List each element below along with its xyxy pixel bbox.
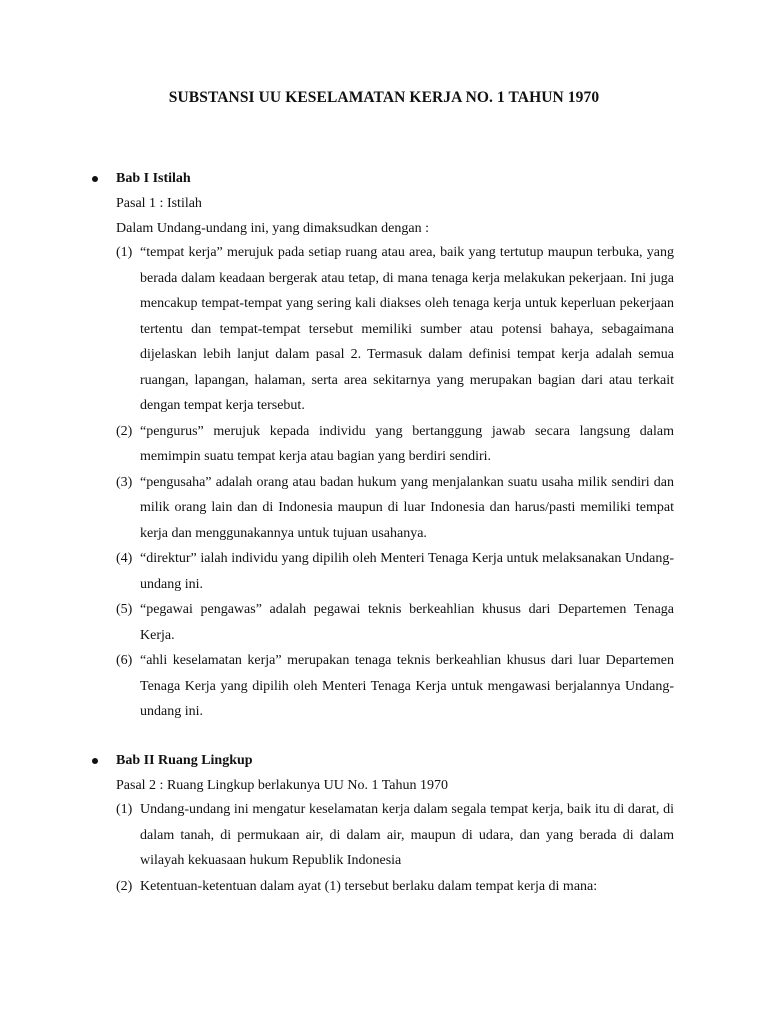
item-number: (1) [116, 802, 133, 817]
list-item [116, 797, 674, 874]
item-number: (6) [116, 653, 133, 668]
bullet-icon [92, 758, 98, 764]
item-text: “direktur” ialah individu yang dipilih oleh Menteri Tenaga Kerja untuk melaksanakan Undang-undang ini. [140, 551, 674, 592]
list-item [116, 470, 674, 547]
item-number: (3) [116, 474, 133, 490]
item-number: (1) [116, 245, 133, 260]
list-item [116, 419, 674, 470]
list-item [116, 240, 674, 419]
item-text: Ketentuan-ketentuan dalam ayat (1) tersebut berlaku dalam tempat kerja di mana: [140, 878, 598, 894]
list-item [116, 874, 674, 900]
item-text: “tempat kerja” merujuk pada setiap ruang atau area, baik yang tertutup maupun terbuka, yang berada dalam keadaan bergerak atau tetap, di mana tenaga kerja melakukan pekerjaan. Ini juga mencakup tempat-tempat yang sering kali diakses oleh tenaga kerja untuk keperluan pekerjaan tertentu dan tempat-tempat tersebut memiliki sumber atau potensi bahaya, sebagaimana dijelaskan lebih lanjut dalam pasal 2. Termasuk dalam definisi tempat kerja adalah semua ruangan, lapangan, halaman, serta area sekitarnya yang merupakan bagian dari atau terkait dengan tempat kerja tersebut. [140, 245, 674, 413]
list-item [116, 546, 674, 597]
document-title: SUBSTANSI UU KESELAMATAN KERJA NO. 1 TAHUN 1970 [168, 89, 600, 106]
pasal-title: Pasal 2 : Ruang Lingkup berlakunya UU No. 1 Tahun 1970 [116, 778, 448, 793]
item-number: (2) [116, 423, 133, 439]
item-number: (5) [116, 602, 133, 617]
section-heading-row [92, 752, 692, 772]
section-heading-row [92, 170, 692, 190]
definition-list [116, 240, 674, 725]
item-text: “pengusaha” adalah orang atau badan hukum yang menjalankan suatu usaha milik sendiri dan milik orang lain dan di Indonesia maupun di luar Indonesia dan harus/pasti memiliki tempat kerja dan menggunakannya untuk tujuan usahanya. [140, 474, 674, 541]
section-heading: Bab II Ruang Lingkup [116, 753, 253, 768]
item-text: Undang-undang ini mengatur keselamatan kerja dalam segala tempat kerja, baik itu di darat, di dalam tanah, di permukaan air, di dalam air, maupun di udara, dan yang berada di dalam wilayah kekuasaan hukum Republik Indonesia [140, 802, 674, 868]
item-number: (4) [116, 551, 133, 566]
item-text: “ahli keselamatan kerja” merupakan tenaga teknis berkeahlian khusus dari luar Departemen Tenaga Kerja yang dipilih oleh Menteri Tenaga Kerja untuk mengawasi berjalannya Undang-undang ini. [140, 653, 674, 719]
section-bab-2 [92, 752, 692, 899]
item-text: “pegawai pengawas” adalah pegawai teknis berkeahlian khusus dari Departemen Tenaga Kerja. [140, 602, 674, 643]
list-item [116, 597, 674, 648]
pasal-title: Pasal 1 : Istilah [116, 196, 202, 211]
item-number: (2) [116, 878, 133, 894]
list-item [116, 648, 674, 725]
pasal-intro: Dalam Undang-undang ini, yang dimaksudkan dengan : [116, 221, 429, 236]
item-text: “pengurus” merujuk kepada individu yang bertanggung jawab secara langsung dalam memimpin suatu tempat kerja atau bagian yang berdiri sendiri. [140, 423, 674, 464]
section-bab-1 [92, 170, 692, 725]
bullet-icon [92, 176, 98, 182]
section-heading: Bab I Istilah [116, 171, 191, 186]
scope-list [116, 797, 674, 899]
